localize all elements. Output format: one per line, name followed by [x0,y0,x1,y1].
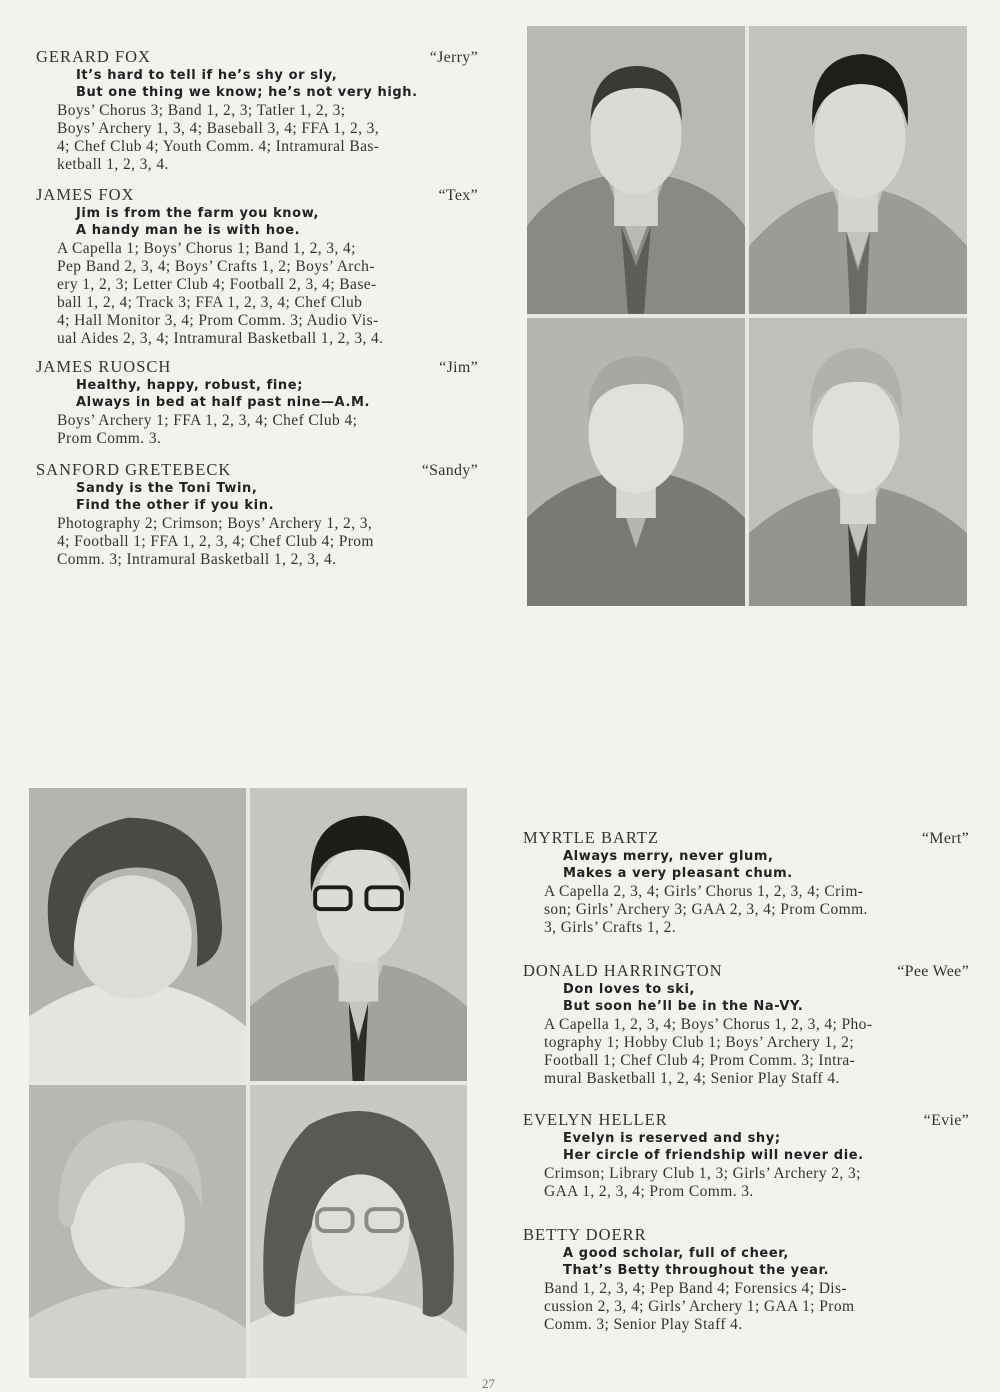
nickname: “Sandy” [421,462,478,479]
student-name: BETTY DOERR [523,1225,647,1244]
activities [523,1165,969,1200]
activity-line: 4; Hall Monitor 3, 4; Prom Comm. 3; Audio Vis- [57,312,379,329]
student-name: SANFORD GRETEBECK [36,460,232,479]
entry-sanford-gretebeck [36,460,478,568]
boy-portrait-icon [749,318,967,606]
girl-portrait-icon [29,1085,246,1378]
portrait-photo [250,788,467,1081]
verse-line: Jim is from the farm you know, [76,206,320,221]
activity-line: 4; Chef Club 4; Youth Comm. 4; Intramural Bas- [57,138,380,155]
activity-line: ketball 1, 2, 3, 4. [57,156,169,173]
student-name: EVELYN HELLER [523,1110,668,1129]
activities [523,883,969,936]
portrait-photo [749,26,967,314]
girl-glasses-portrait-icon [250,1085,467,1378]
boy-glasses-portrait-icon [250,788,467,1081]
portrait-photo [29,1085,246,1378]
nickname: “Tex” [438,187,478,204]
girl-portrait-icon [29,788,246,1081]
activity-line: A Capella 1; Boys’ Chorus 1; Band 1, 2, 3, 4; [57,240,356,257]
student-name: MYRTLE BARTZ [523,828,660,847]
activity-line: Band 1, 2, 3, 4; Pep Band 4; Forensics 4; Dis- [544,1280,847,1297]
student-name: JAMES FOX [36,185,135,204]
verse-line: Evelyn is reserved and shy; [563,1131,781,1146]
activity-line: ball 1, 2, 4; Track 3; FFA 1, 2, 3, 4; Chef Club [57,294,363,311]
activity-line: GAA 1, 2, 3, 4; Prom Comm. 3. [544,1183,754,1200]
boy-portrait-icon [527,26,745,314]
verse-line: Don loves to ski, [563,982,696,997]
activities [523,1280,969,1333]
activity-line: Pep Band 2, 3, 4; Boys’ Crafts 1, 2; Boys’ Arch- [57,258,375,275]
boy-portrait-icon [749,26,967,314]
activity-line: Prom Comm. 3. [57,430,162,447]
activities [523,1016,969,1087]
activity-line: Crimson; Library Club 1, 3; Girls’ Archery 2, 3; [544,1165,861,1182]
activity-line: Boys’ Archery 1, 3, 4; Baseball 3, 4; FFA 1, 2, 3, [57,120,380,137]
activity-line: ual Aides 2, 3, 4; Intramural Basketball 1, 2, 3, 4. [57,330,384,347]
entry-evelyn-heller [523,1110,969,1200]
verse-line: Find the other if you kin. [76,498,275,513]
verse-line: That’s Betty throughout the year. [563,1263,830,1278]
activity-line: Boys’ Archery 1; FFA 1, 2, 3, 4; Chef Club 4; [57,412,358,429]
nickname: “Jim” [439,359,478,376]
activities [36,515,478,568]
portrait-photo [29,788,246,1081]
entry-james-fox [36,185,478,347]
activity-line: A Capella 1, 2, 3, 4; Boys’ Chorus 1, 2, 3, 4; Pho- [544,1016,873,1033]
verse-line: Her circle of friendship will never die. [563,1148,864,1163]
top-photo-grid [527,26,967,606]
verse-line: Sandy is the Toni Twin, [76,481,258,496]
verse-line: Always merry, never glum, [563,849,774,864]
verse-line: But one thing we know; he’s not very high. [76,85,418,100]
entry-donald-harrington [523,961,969,1087]
activity-line: A Capella 2, 3, 4; Girls’ Chorus 1, 2, 3, 4; Crim- [544,883,864,900]
verse-line: But soon he’ll be in the Na-VY. [563,999,804,1014]
verse-line: It’s hard to tell if he’s shy or sly, [76,68,338,83]
activity-line: Comm. 3; Senior Play Staff 4. [544,1316,743,1333]
portrait-photo [527,26,745,314]
activity-line: 3, Girls’ Crafts 1, 2. [544,919,677,936]
nickname: “Pee Wee” [897,963,969,980]
page-number: 27 [482,1376,495,1391]
nickname: “Evie” [923,1112,969,1129]
activities [36,240,478,347]
activity-line: cussion 2, 3, 4; Girls’ Archery 1; GAA 1; Prom [544,1298,855,1315]
nickname: “Mert” [921,830,969,847]
activity-line: son; Girls’ Archery 3; GAA 2, 3, 4; Prom Comm. [544,901,868,918]
verse-line: A handy man he is with hoe. [76,223,301,238]
activity-line: 4; Football 1; FFA 1, 2, 3, 4; Chef Club 4; Prom [57,533,374,550]
student-name: GERARD FOX [36,47,151,66]
verse-line: Healthy, happy, robust, fine; [76,378,303,393]
activity-line: Boys’ Chorus 3; Band 1, 2, 3; Tatler 1, 2, 3; [57,102,346,119]
nickname: “Jerry” [429,49,478,66]
entry-myrtle-bartz [523,828,969,936]
boy-portrait-icon [527,318,745,606]
portrait-photo [250,1085,467,1378]
entry-gerard-fox [36,47,478,173]
entry-betty-doerr [523,1225,969,1333]
activity-line: mural Basketball 1, 2, 4; Senior Play Staff 4. [544,1070,840,1087]
activity-line: Comm. 3; Intramural Basketball 1, 2, 3, 4. [57,551,337,568]
verse-line: Makes a very pleasant chum. [563,866,793,881]
activities [36,102,478,173]
activity-line: tography 1; Hobby Club 1; Boys’ Archery 1, 2; [544,1034,855,1051]
activity-line: ery 1, 2, 3; Letter Club 4; Football 2, 3, 4; Base- [57,276,377,293]
entry-james-ruosch [36,357,478,447]
verse-line: A good scholar, full of cheer, [563,1246,789,1261]
student-name: JAMES RUOSCH [36,357,172,376]
student-name: DONALD HARRINGTON [523,961,723,980]
activity-line: Photography 2; Crimson; Boys’ Archery 1, 2, 3, [57,515,373,532]
activities [36,412,478,447]
portrait-photo [749,318,967,606]
activity-line: Football 1; Chef Club 4; Prom Comm. 3; Intra- [544,1052,856,1069]
verse-line: Always in bed at half past nine—A.M. [76,395,371,410]
portrait-photo [527,318,745,606]
bottom-photo-grid [29,788,467,1378]
